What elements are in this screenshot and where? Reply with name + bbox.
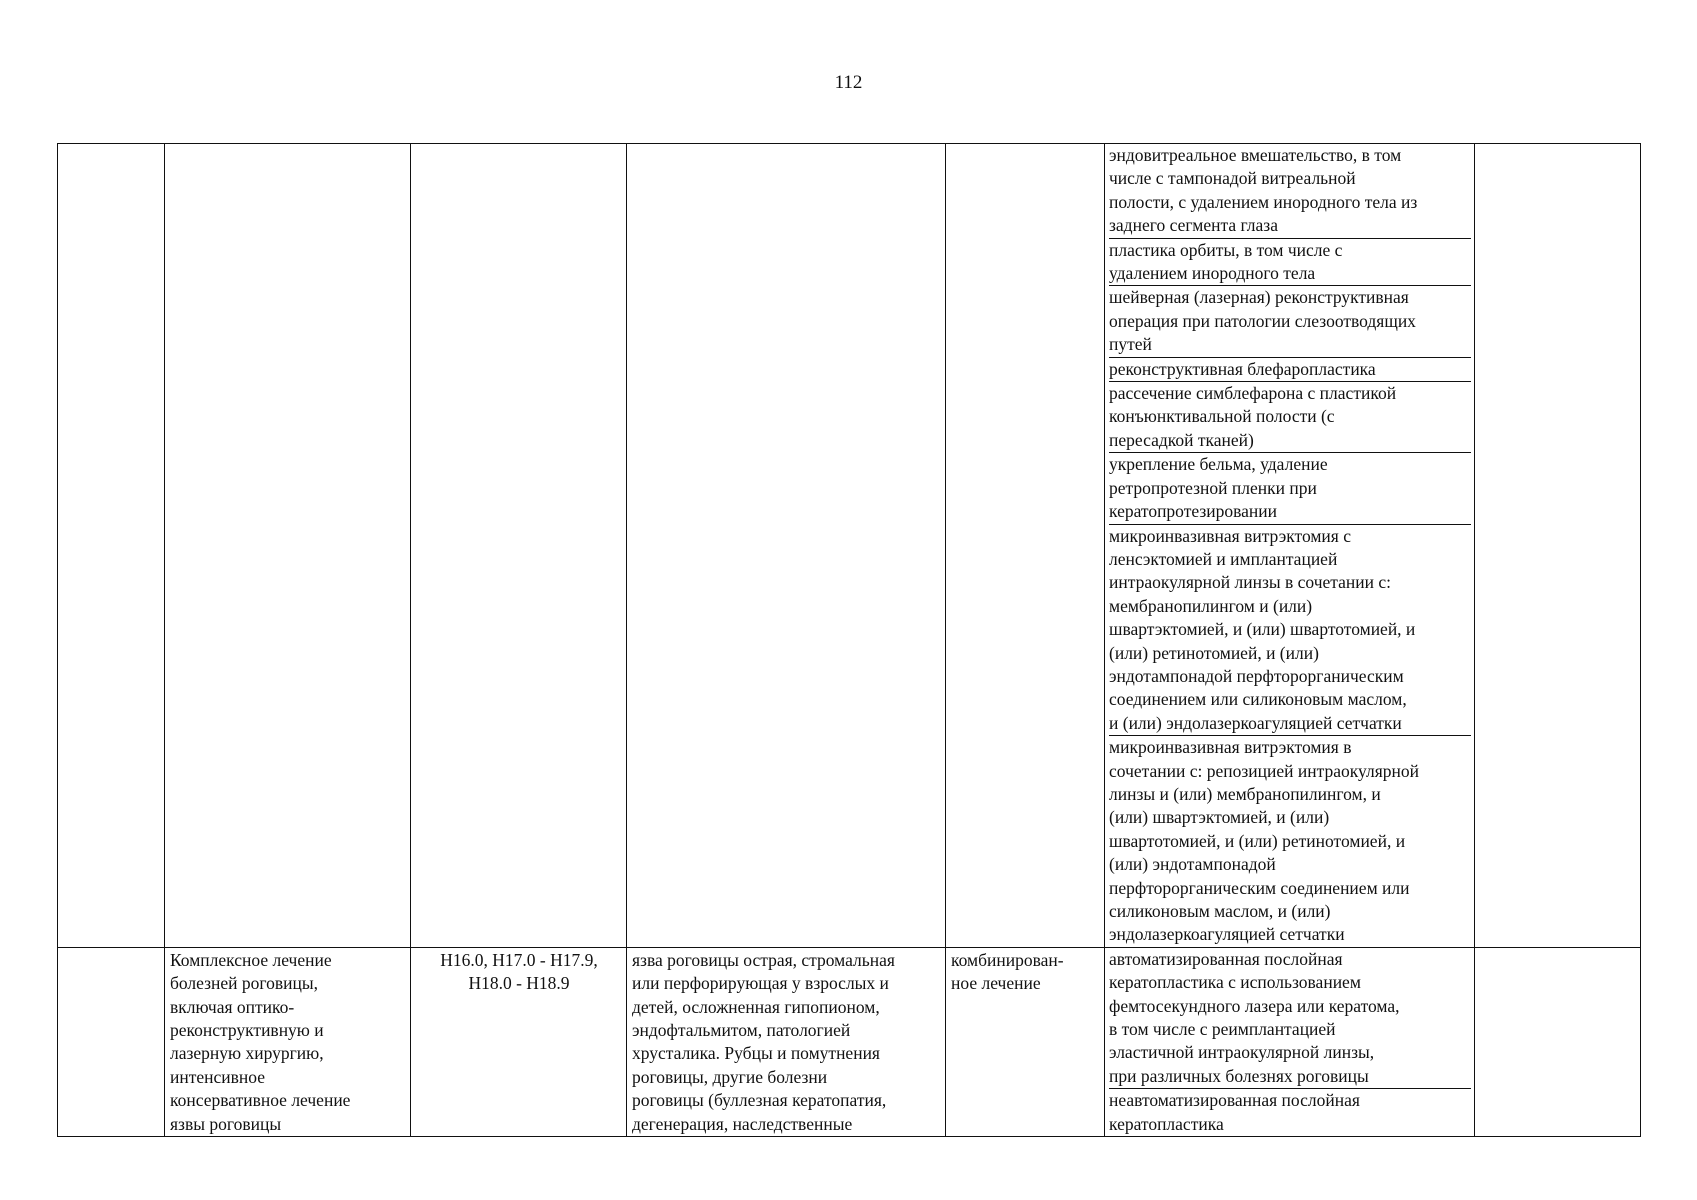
method-line: сочетании с: репозицией интраокулярной xyxy=(1109,760,1419,781)
methods-cell xyxy=(1105,947,1475,1136)
profile-line: консервативное лечение xyxy=(170,1090,351,1111)
model-line: дегенерация, наследственные xyxy=(632,1113,853,1134)
profile-line: болезней роговицы, xyxy=(170,973,319,994)
method-line: интраокулярной линзы в сочетании с: xyxy=(1109,572,1391,593)
method-line: фемтосекундного лазера или кератома, xyxy=(1109,995,1400,1016)
method-line: эндотампонадой перфторорганическим xyxy=(1109,665,1404,686)
method-line: эндовитреальное вмешательство, в том xyxy=(1109,145,1402,165)
profile-line: лазерную хирургию, xyxy=(170,1043,324,1064)
method-line: укрепление бельма, удаление xyxy=(1109,454,1328,475)
methods-cell xyxy=(1105,144,1475,948)
profile-line: реконструктивную и xyxy=(170,1020,324,1041)
method-line: линзы и (или) мембранопилингом, и xyxy=(1109,783,1381,804)
method-item xyxy=(1109,736,1471,947)
method-line: эластичной интраокулярной линзы, xyxy=(1109,1042,1375,1063)
method-line: и (или) эндолазеркоагуляцией сетчатки xyxy=(1109,712,1402,733)
profile-cell xyxy=(165,947,411,1136)
model-cell xyxy=(627,947,946,1136)
method-line: при различных болезнях роговицы xyxy=(1109,1065,1369,1086)
method-line: заднего сегмента глаза xyxy=(1109,215,1278,236)
treatment-cell xyxy=(946,947,1105,1136)
method-line: пластика орбиты, в том числе с xyxy=(1109,239,1343,260)
method-line: перфторорганическим соединением или xyxy=(1109,877,1410,898)
method-item xyxy=(1109,525,1471,737)
treatment-cell xyxy=(946,144,1105,948)
method-line: микроинвазивная витрэктомия с xyxy=(1109,525,1351,546)
method-item xyxy=(1109,239,1471,287)
table-row xyxy=(58,144,1641,948)
profile-line: язвы роговицы xyxy=(170,1113,282,1134)
model-line: язва роговицы острая, стромальная xyxy=(632,949,895,970)
method-line: эндолазеркоагуляцией сетчатки xyxy=(1109,924,1345,945)
method-item xyxy=(1109,1089,1471,1136)
method-line: шейверная (лазерная) реконструктивная xyxy=(1109,287,1409,308)
method-line: пересадкой тканей) xyxy=(1109,429,1254,450)
model-line: или перфорирующая у взрослых и xyxy=(632,973,889,994)
profile-line: интенсивное xyxy=(170,1066,266,1087)
method-line: неавтоматизированная послойная xyxy=(1109,1090,1360,1111)
treatment-line: ное лечение xyxy=(951,973,1041,994)
method-item xyxy=(1109,144,1471,239)
codes-line: H18.0 - H18.9 xyxy=(468,973,570,994)
method-item xyxy=(1109,358,1471,382)
method-line: рассечение симблефарона с пластикой xyxy=(1109,383,1397,404)
method-line: реконструктивная блефаропластика xyxy=(1109,358,1376,379)
codes-line: H16.0, H17.0 - H17.9, xyxy=(440,949,598,970)
codes-cell xyxy=(411,947,627,1136)
number-cell xyxy=(58,144,165,948)
method-line: (или) швартэктомией, и (или) xyxy=(1109,807,1330,828)
model-line: роговицы (буллезная кератопатия, xyxy=(632,1090,887,1111)
codes-cell xyxy=(411,144,627,948)
method-item xyxy=(1109,453,1471,524)
method-line: удалением инородного тела xyxy=(1109,263,1316,284)
vmp-table xyxy=(57,143,1641,1137)
profile-line: Комплексное лечение xyxy=(170,949,332,970)
method-line: (или) эндотампонадой xyxy=(1109,854,1276,875)
cost-cell xyxy=(1475,947,1641,1136)
model-cell xyxy=(627,144,946,948)
profile-line: включая оптико- xyxy=(170,996,295,1017)
method-line: в том числе с реимплантацией xyxy=(1109,1019,1336,1040)
method-line: конъюнктивальной полости (с xyxy=(1109,406,1335,427)
method-line: кератопластика xyxy=(1109,1113,1224,1134)
number-cell xyxy=(58,947,165,1136)
method-line: швартэктомией, и (или) швартотомией, и xyxy=(1109,619,1416,640)
method-line: кератопластика с использованием xyxy=(1109,972,1361,993)
cost-cell xyxy=(1475,144,1641,948)
method-item xyxy=(1109,948,1471,1089)
method-line: мембранопилингом и (или) xyxy=(1109,595,1313,616)
model-line: детей, осложненная гипопионом, xyxy=(632,996,880,1017)
model-line: хрусталика. Рубцы и помутнения xyxy=(632,1043,880,1064)
method-line: микроинвазивная витрэктомия в xyxy=(1109,737,1352,758)
method-line: соединением или силиконовым маслом, xyxy=(1109,689,1407,710)
method-line: (или) ретинотомией, и (или) xyxy=(1109,642,1319,663)
method-item xyxy=(1109,286,1471,357)
treatment-line: комбинирован- xyxy=(951,949,1064,970)
method-line: автоматизированная послойная xyxy=(1109,948,1343,969)
method-line: ретропротезной пленки при xyxy=(1109,477,1317,498)
model-line: роговицы, другие болезни xyxy=(632,1066,828,1087)
method-line: полости, с удалением инородного тела из xyxy=(1109,191,1418,212)
method-line: швартотомией, и (или) ретинотомией, и xyxy=(1109,830,1406,851)
method-line: кератопротезировании xyxy=(1109,501,1278,522)
method-line: путей xyxy=(1109,334,1152,355)
method-line: ленсэктомией и имплантацией xyxy=(1109,548,1338,569)
page-number: 112 xyxy=(834,72,863,93)
profile-cell xyxy=(165,144,411,948)
table-row xyxy=(58,947,1641,1136)
method-line: операция при патологии слезоотводящих xyxy=(1109,310,1416,331)
method-item xyxy=(1109,382,1471,453)
method-line: числе с тампонадой витреальной xyxy=(1109,168,1356,189)
method-line: силиконовым маслом, и (или) xyxy=(1109,901,1331,921)
model-line: эндофтальмитом, патологией xyxy=(632,1020,851,1041)
